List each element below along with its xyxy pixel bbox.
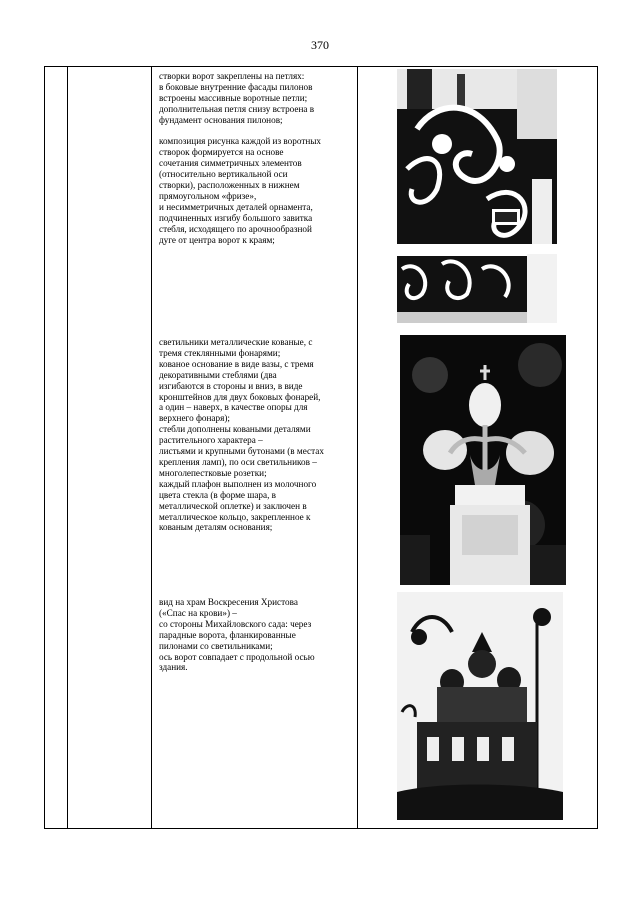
- column-divider: [357, 67, 358, 828]
- text-line: дополнительная петля снизу встроена в: [159, 103, 315, 114]
- description-table: [44, 66, 598, 829]
- text-line: в боковые внутренние фасады пилонов: [159, 81, 313, 92]
- text-line: кронштейнов для двух боковых фонарей,: [159, 391, 321, 402]
- column-divider: [151, 67, 152, 828]
- text-line: крепления ламп), по оси светильников –: [159, 456, 317, 467]
- wrought-iron-gate-photo: [397, 69, 557, 323]
- text-line: а один – наверх, в качестве опоры для: [159, 402, 308, 413]
- text-line: композиция рисунка каждой из воротных: [159, 136, 322, 147]
- text-line: стебля, исходящего по арочнообразной: [159, 223, 312, 234]
- text-line: декоративными стеблями (два: [159, 369, 277, 380]
- page-number: 370: [311, 38, 329, 52]
- text-line: изгибаются в стороны и вниз, в виде: [159, 380, 303, 391]
- blank-line: [159, 126, 355, 137]
- text-line: ось ворот совпадает с продольной осью: [159, 651, 315, 662]
- text-line: дуге от центра ворот к краям;: [159, 234, 275, 245]
- text-line: стебли дополнены коваными деталями: [159, 424, 311, 435]
- text-line: здания.: [159, 662, 188, 673]
- text-line: кованое основание в виде вазы, с тремя: [159, 358, 314, 369]
- text-line: створки ворот закреплены на петлях:: [159, 71, 305, 81]
- text-line: цвета стекла (в форме шара, в: [159, 489, 277, 500]
- text-line: сочетания симметричных элементов: [159, 158, 302, 169]
- text-line: кованым деталям основания;: [159, 522, 273, 533]
- row-2-description: [159, 337, 355, 533]
- church-view-photo: [397, 592, 563, 820]
- text-line: со стороны Михайловского сада: через: [159, 618, 312, 629]
- text-line: парадные ворота, фланкированные: [159, 629, 296, 640]
- text-line: светильники металлические кованые, с: [159, 337, 313, 347]
- text-line: вид на храм Воскресения Христова: [159, 597, 298, 607]
- text-line: створок формируется на основе: [159, 147, 284, 158]
- text-line: (относительно вертикальной оси: [159, 169, 288, 180]
- text-line: металлическое кольцо, закрепленное к: [159, 511, 311, 522]
- text-line: металлической оплетке) и заключен в: [159, 500, 307, 511]
- text-line: пилонами со светильниками;: [159, 640, 273, 651]
- text-line: и несимметричных деталей орнамента,: [159, 201, 313, 212]
- text-line: верхнего фонаря);: [159, 413, 230, 424]
- text-line: прямоугольном «фризе»,: [159, 190, 257, 201]
- row-1-description: [159, 71, 355, 245]
- text-line: тремя стеклянными фонарями;: [159, 347, 281, 358]
- text-line: растительного характера –: [159, 435, 263, 446]
- text-line: многолепестковые розетки;: [159, 467, 267, 478]
- text-line: листьями и крупными бутонами (в местах: [159, 446, 324, 457]
- column-divider: [67, 67, 68, 828]
- text-line: створки), расположенных в нижнем: [159, 180, 300, 191]
- text-line: встроены массивные воротные петли;: [159, 92, 308, 103]
- text-line: подчиненных изгибу большого завитка: [159, 212, 313, 223]
- text-line: («Спас на крови») –: [159, 607, 237, 618]
- row-3-description: [159, 597, 355, 673]
- text-line: каждый плафон выполнен из молочного: [159, 478, 317, 489]
- street-lamp-photo: [400, 335, 566, 585]
- text-line: фундамент основания пилонов;: [159, 114, 283, 125]
